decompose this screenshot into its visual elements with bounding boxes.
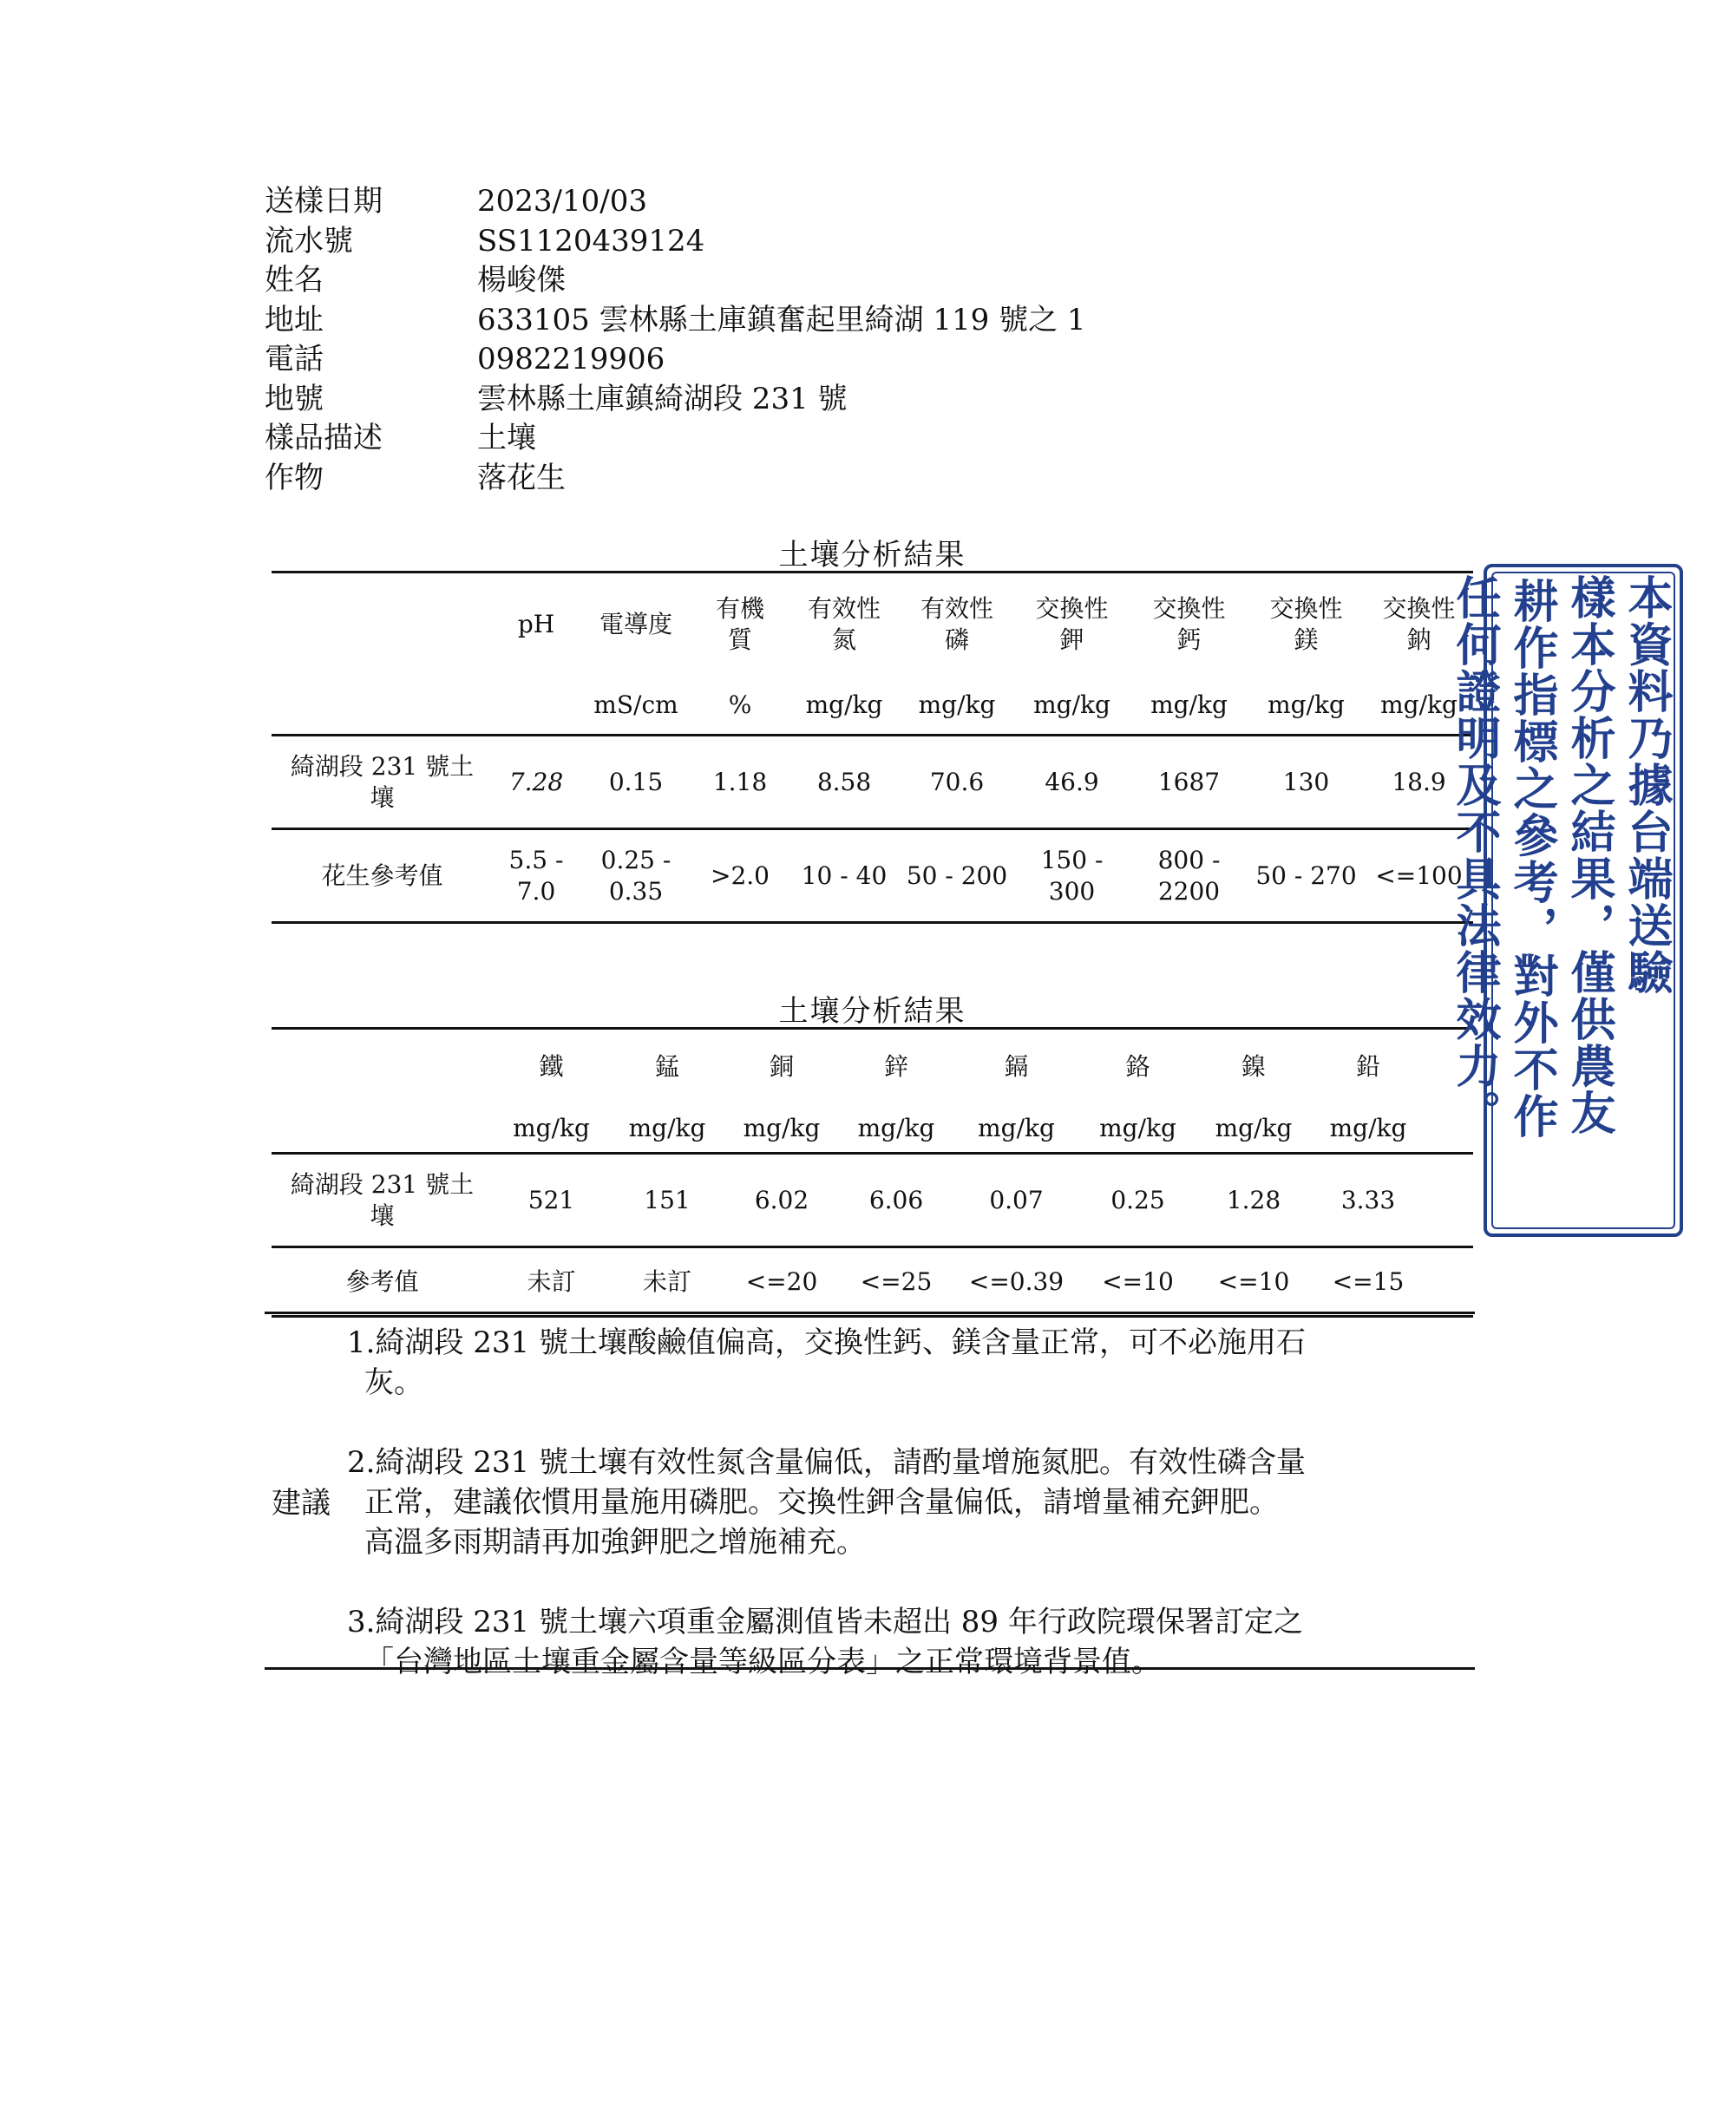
- sample-value: 6.02: [724, 1154, 839, 1247]
- unit-cell: mg/kg: [1248, 677, 1365, 736]
- info-value: 2023/10/03: [477, 184, 647, 219]
- stamp-column: 樣本分析之結果，僅供農友: [1562, 574, 1615, 1136]
- sample-value: 70.6: [901, 736, 1013, 829]
- column-header: 交換性 鈣: [1130, 573, 1248, 677]
- column-header: 電導度: [580, 573, 692, 677]
- sample-value: 1687: [1130, 736, 1248, 829]
- table1-title: 土壤分析結果: [778, 538, 966, 573]
- header-row: [272, 1029, 1473, 1105]
- info-row: [265, 301, 1086, 341]
- suggestion-line: 2.綺湖段 231 號土壤有效性氮含量偏低，請酌量增施氮肥。有效性磷含量: [347, 1445, 1306, 1480]
- reference-value: <=15: [1311, 1247, 1425, 1317]
- table2-title: 土壤分析結果: [778, 994, 966, 1029]
- info-row: [265, 380, 1086, 420]
- header-label: [272, 573, 493, 677]
- info-label: 姓名: [265, 263, 324, 298]
- suggestion-line: 3.綺湖段 231 號土壤六項重金屬測值皆未超出 89 年行政院環保署訂定之: [347, 1605, 1303, 1639]
- unit-cell: mg/kg: [1079, 1105, 1196, 1154]
- stamp-column: 耕作指標之參考，對外不作: [1505, 578, 1558, 1140]
- reference-value: 50 - 200: [901, 829, 1013, 923]
- suggestion-paragraph: [347, 1443, 1471, 1562]
- info-value: 雲林縣土庫鎮綺湖段 231 號: [477, 381, 848, 416]
- sample-label: 綺湖段 231 號土 壤: [272, 736, 493, 829]
- unit-cell: mg/kg: [1196, 1105, 1311, 1154]
- reference-value: 50 - 270: [1248, 829, 1365, 923]
- reference-value: <=25: [839, 1247, 953, 1317]
- unit-cell: mg/kg: [839, 1105, 953, 1154]
- column-header: 有機 質: [692, 573, 788, 677]
- unit-label: [272, 1105, 493, 1154]
- unit-row: [272, 677, 1473, 736]
- heavy-metal-table: [272, 1027, 1473, 1318]
- unit-cell: mg/kg: [1311, 1105, 1425, 1154]
- reference-row: [272, 1247, 1473, 1317]
- info-row: [265, 340, 1086, 380]
- info-value: SS1120439124: [477, 223, 705, 258]
- column-header: pH: [493, 573, 580, 677]
- reference-value: 10 - 40: [788, 829, 901, 923]
- suggestion-label: 建議: [272, 1486, 331, 1521]
- reference-value: >2.0: [692, 829, 788, 923]
- column-header: 鎘: [953, 1029, 1079, 1105]
- unit-cell: mS/cm: [580, 677, 692, 736]
- reference-value: 未訂: [493, 1247, 610, 1317]
- info-value: 633105 雲林縣土庫鎮奮起里綺湖 119 號之 1: [477, 302, 1086, 337]
- suggestion-paragraph: [347, 1602, 1471, 1682]
- reference-value: <=100: [1365, 829, 1473, 923]
- sample-value: 0.25: [1079, 1154, 1196, 1247]
- column-header: 交換性 鎂: [1248, 573, 1365, 677]
- sample-value: 6.06: [839, 1154, 953, 1247]
- sample-value: 130: [1248, 736, 1365, 829]
- spacer-cell: [1425, 1247, 1473, 1317]
- suggestion-paragraph: [347, 1323, 1471, 1403]
- column-header: 錳: [610, 1029, 724, 1105]
- info-value: 楊峻傑: [477, 263, 566, 298]
- reference-value: 150 - 300: [1013, 829, 1130, 923]
- column-header: 鋅: [839, 1029, 953, 1105]
- info-value: 土壤: [477, 421, 536, 455]
- sample-row: [272, 736, 1473, 829]
- sample-value: 18.9: [1365, 736, 1473, 829]
- unit-cell: [493, 677, 580, 736]
- reference-label: 參考值: [272, 1247, 493, 1317]
- sample-value: 0.15: [580, 736, 692, 829]
- info-label: 樣品描述: [265, 421, 383, 455]
- unit-cell: mg/kg: [493, 1105, 610, 1154]
- reference-value: 800 - 2200: [1130, 829, 1248, 923]
- column-header: 交換性 鉀: [1013, 573, 1130, 677]
- column-header: 鉻: [1079, 1029, 1196, 1105]
- reference-row: [272, 829, 1473, 923]
- sample-value: 521: [493, 1154, 610, 1247]
- reference-value: 0.25 - 0.35: [580, 829, 692, 923]
- reference-value: <=20: [724, 1247, 839, 1317]
- suggestion-line: 高溫多雨期請再加強鉀肥之增施補充。: [364, 1525, 866, 1560]
- suggestion-line: 「台灣地區土壤重金屬含量等級區分表」之正常環境背景值。: [364, 1645, 1161, 1679]
- unit-cell: mg/kg: [788, 677, 901, 736]
- column-header: 有效性 氮: [788, 573, 901, 677]
- sample-label: 綺湖段 231 號土 壤: [272, 1154, 493, 1247]
- info-row: [265, 419, 1086, 459]
- sample-info: [265, 182, 1086, 498]
- column-header: 鐵: [493, 1029, 610, 1105]
- reference-label: 花生參考值: [272, 829, 493, 923]
- info-value: 0982219906: [477, 342, 665, 376]
- reference-value: <=0.39: [953, 1247, 1079, 1317]
- sample-row: [272, 1154, 1473, 1247]
- reference-value: <=10: [1196, 1247, 1311, 1317]
- info-row: [265, 182, 1086, 222]
- unit-row: [272, 1105, 1473, 1154]
- suggestion-text: [347, 1323, 1471, 1682]
- sample-value: 1.18: [692, 736, 788, 829]
- info-row: [265, 261, 1086, 301]
- sample-value: 8.58: [788, 736, 901, 829]
- column-header: 鎳: [1196, 1029, 1311, 1105]
- info-label: 送樣日期: [265, 184, 383, 219]
- unit-cell: mg/kg: [1365, 677, 1473, 736]
- sample-value: 7.28: [493, 736, 580, 829]
- info-label: 地號: [265, 381, 324, 416]
- stamp-column: 任何證明及不具法律效力。: [1448, 574, 1501, 1136]
- reference-value: 未訂: [610, 1247, 724, 1317]
- sample-value: 0.07: [953, 1154, 1079, 1247]
- info-value: 落花生: [477, 460, 566, 495]
- column-header: 交換性 鈉: [1365, 573, 1473, 677]
- disclaimer-stamp: [1448, 564, 1683, 1237]
- suggestion-line: 灰。: [364, 1365, 423, 1400]
- unit-cell: mg/kg: [610, 1105, 724, 1154]
- unit-cell: mg/kg: [953, 1105, 1079, 1154]
- info-label: 地址: [265, 302, 324, 337]
- info-label: 流水號: [265, 223, 353, 258]
- reference-value: 5.5 - 7.0: [493, 829, 580, 923]
- column-header: 有效性 磷: [901, 573, 1013, 677]
- sample-value: 1.28: [1196, 1154, 1311, 1247]
- unit-cell: mg/kg: [901, 677, 1013, 736]
- unit-cell: mg/kg: [1130, 677, 1248, 736]
- info-label: 電話: [265, 342, 324, 376]
- unit-cell: %: [692, 677, 788, 736]
- sample-value: 46.9: [1013, 736, 1130, 829]
- sample-value: 151: [610, 1154, 724, 1247]
- unit-cell: mg/kg: [724, 1105, 839, 1154]
- unit-cell: mg/kg: [1013, 677, 1130, 736]
- unit-label: [272, 677, 493, 736]
- header-row: [272, 573, 1473, 677]
- info-row: [265, 459, 1086, 499]
- suggestion-line: 正常，建議依慣用量施用磷肥。交換性鉀含量偏低，請增量補充鉀肥。: [364, 1485, 1279, 1520]
- header-label: [272, 1029, 493, 1105]
- nutrient-table: [272, 571, 1473, 924]
- stamp-column: 本資料乃據台端送驗: [1620, 574, 1673, 996]
- suggestion-line: 1.綺湖段 231 號土壤酸鹼值偏高，交換性鈣、鎂含量正常，可不必施用石: [347, 1325, 1306, 1360]
- reference-value: <=10: [1079, 1247, 1196, 1317]
- suggestion-section: [265, 1312, 1475, 1679]
- column-header: 銅: [724, 1029, 839, 1105]
- info-label: 作物: [265, 460, 324, 495]
- sample-value: 3.33: [1311, 1154, 1425, 1247]
- info-row: [265, 222, 1086, 262]
- column-header: 鉛: [1311, 1029, 1425, 1105]
